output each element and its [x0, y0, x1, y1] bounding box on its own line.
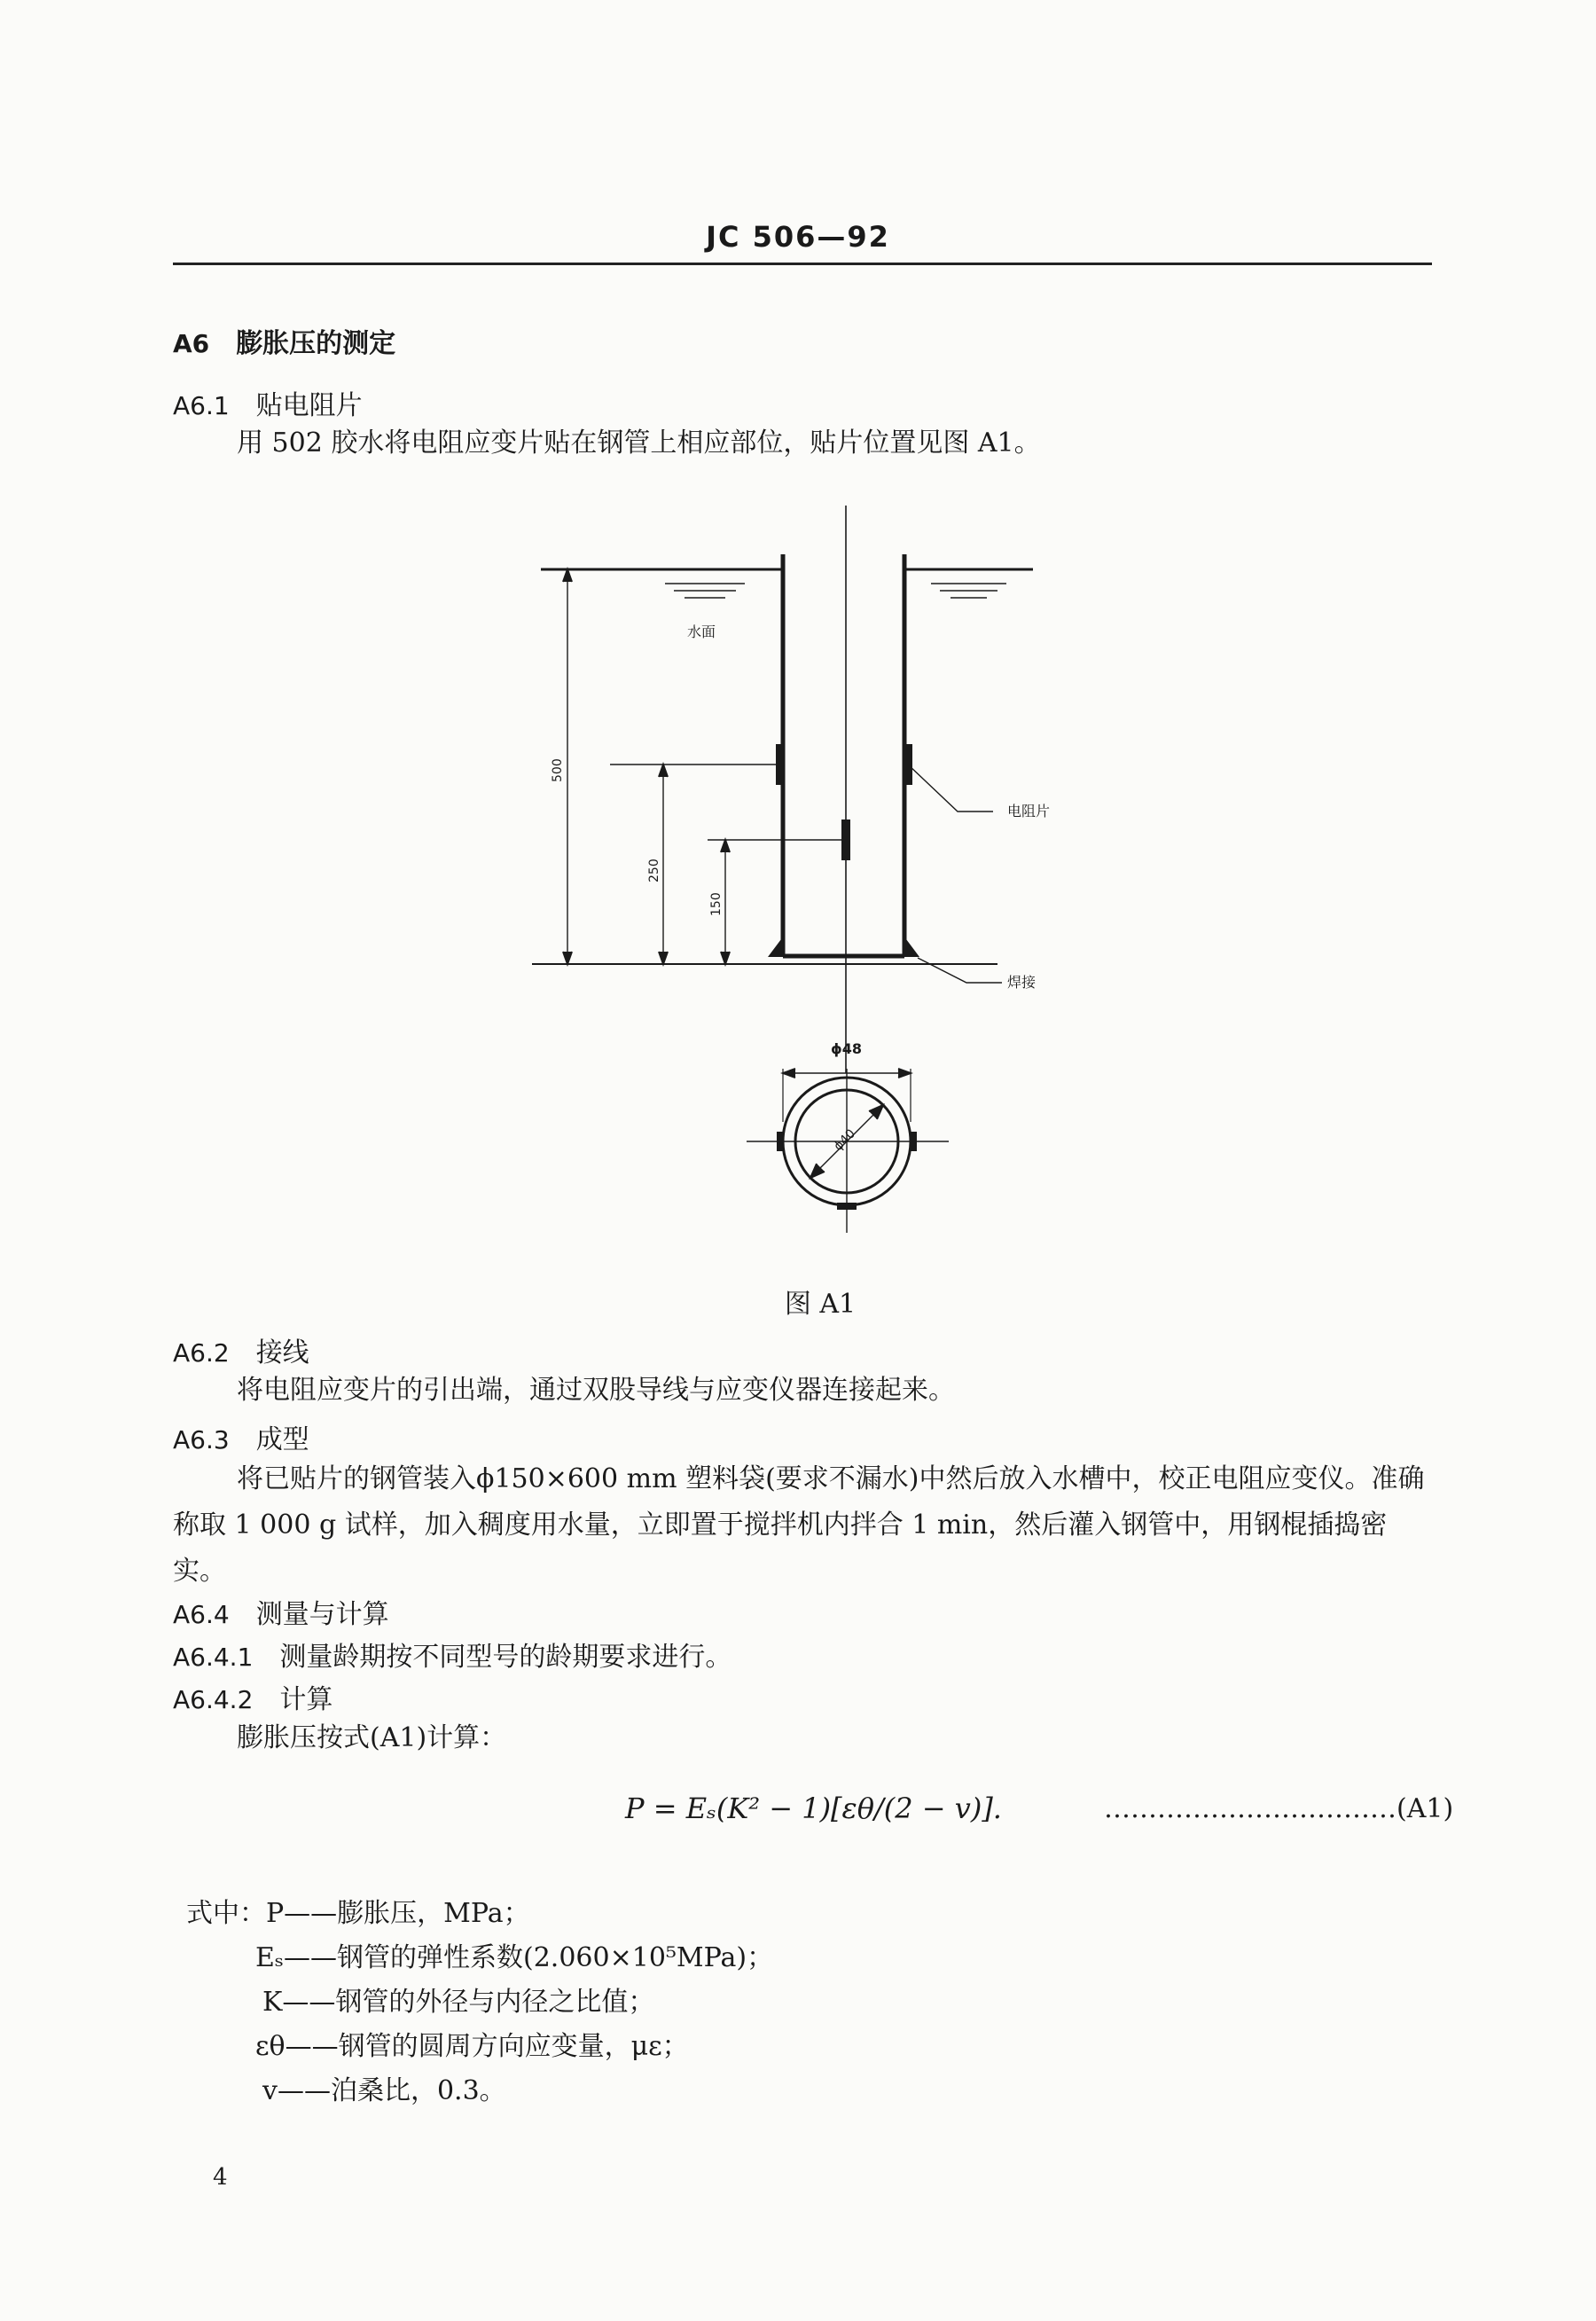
where-item-epsilon: εθ——钢管的圆周方向应变量，με； [255, 2031, 689, 2062]
label-dim-150: 150 [709, 892, 724, 916]
a62-text: 将电阻应变片的引出端，通过双股导线与应变仪器连接起来。 [237, 1375, 955, 1406]
weld-left [770, 938, 783, 956]
a642-heading [173, 1677, 332, 1716]
a63-text: 将已贴片的钢管装入ϕ150×600 mm 塑料袋(要求不漏水)中然后放入水槽中，校正电阻应变仪。准确称取 1 000 g 试样，加入稠度用水量，立即置于搅拌机内拌合 1 min，然后灌入钢管中，用钢棍插捣密实。 [173, 1463, 1425, 1587]
a63-title: 成型 [255, 1424, 309, 1455]
weld-right [904, 938, 918, 956]
a641-number: A6.4.1 [173, 1643, 254, 1672]
water-symbol-right [931, 584, 1006, 598]
formula-expression: P = Eₛ(K² − 1)[εθ/(2 − v)]. [625, 1792, 1002, 1825]
a641-text: 测量龄期按不同型号的龄期要求进行。 [279, 1642, 732, 1673]
label-weld: 焊接 [1007, 974, 1037, 991]
section-gauge-bottom [838, 1204, 856, 1209]
a61-text: 用 502 胶水将电阻应变片贴在钢管上相应部位，贴片位置见图 A1。 [237, 427, 1041, 459]
weld-leader [918, 958, 1002, 983]
label-dim-250: 250 [647, 859, 661, 882]
label-resistor: 电阻片 [1007, 803, 1051, 819]
where-item-v: v——泊桑比，0.3。 [262, 2075, 506, 2106]
section-gauge-right [911, 1133, 916, 1150]
label-inner-diameter: ϕ40 [831, 1126, 858, 1154]
a62-number: A6.2 [173, 1338, 230, 1368]
label-dim-500: 500 [551, 758, 565, 782]
a63-number: A6.3 [173, 1425, 230, 1455]
strain-gauge-center [842, 820, 849, 859]
a64-title: 测量与计算 [255, 1599, 389, 1630]
section-heading [173, 321, 395, 360]
a62-heading [173, 1330, 309, 1369]
section-gauge-left [778, 1133, 783, 1150]
a61-heading [173, 383, 363, 422]
where-item-p: P——膨胀压，MPa； [266, 1898, 530, 1929]
standard-code: JC 506—92 [706, 220, 890, 254]
a641-line [173, 1635, 732, 1674]
section-number: A6 [173, 329, 210, 358]
where-lead: 式中： [186, 1898, 266, 1929]
a642-intro: 膨胀压按式(A1)计算： [237, 1722, 507, 1753]
a61-number: A6.1 [173, 391, 230, 420]
water-symbol-left [665, 584, 745, 598]
formula-tag: ……………………………(A1) [1104, 1793, 1454, 1824]
header-rule [173, 263, 1432, 265]
a62-title: 接线 [255, 1337, 309, 1368]
a63-heading [173, 1417, 309, 1456]
resistor-leader [908, 765, 993, 812]
strain-gauge-left [777, 745, 784, 784]
figure-a1 [514, 497, 1064, 1268]
section-title: 膨胀压的测定 [236, 328, 396, 359]
label-outer-diameter: ϕ48 [831, 1040, 863, 1057]
a64-number: A6.4 [173, 1600, 230, 1629]
where-item-k: K——钢管的外径与内径之比值； [262, 1987, 655, 2018]
where-item-es: Eₛ——钢管的弹性系数(2.060×10⁵MPa)； [255, 1942, 774, 1973]
a642-number: A6.4.2 [173, 1685, 254, 1714]
label-water-surface: 水面 [687, 623, 716, 640]
figure-caption: 图 A1 [784, 1289, 857, 1320]
a61-title: 贴电阻片 [255, 390, 363, 421]
page-number: 4 [213, 2164, 228, 2191]
a64-heading [173, 1592, 389, 1631]
a642-title: 计算 [279, 1684, 333, 1715]
